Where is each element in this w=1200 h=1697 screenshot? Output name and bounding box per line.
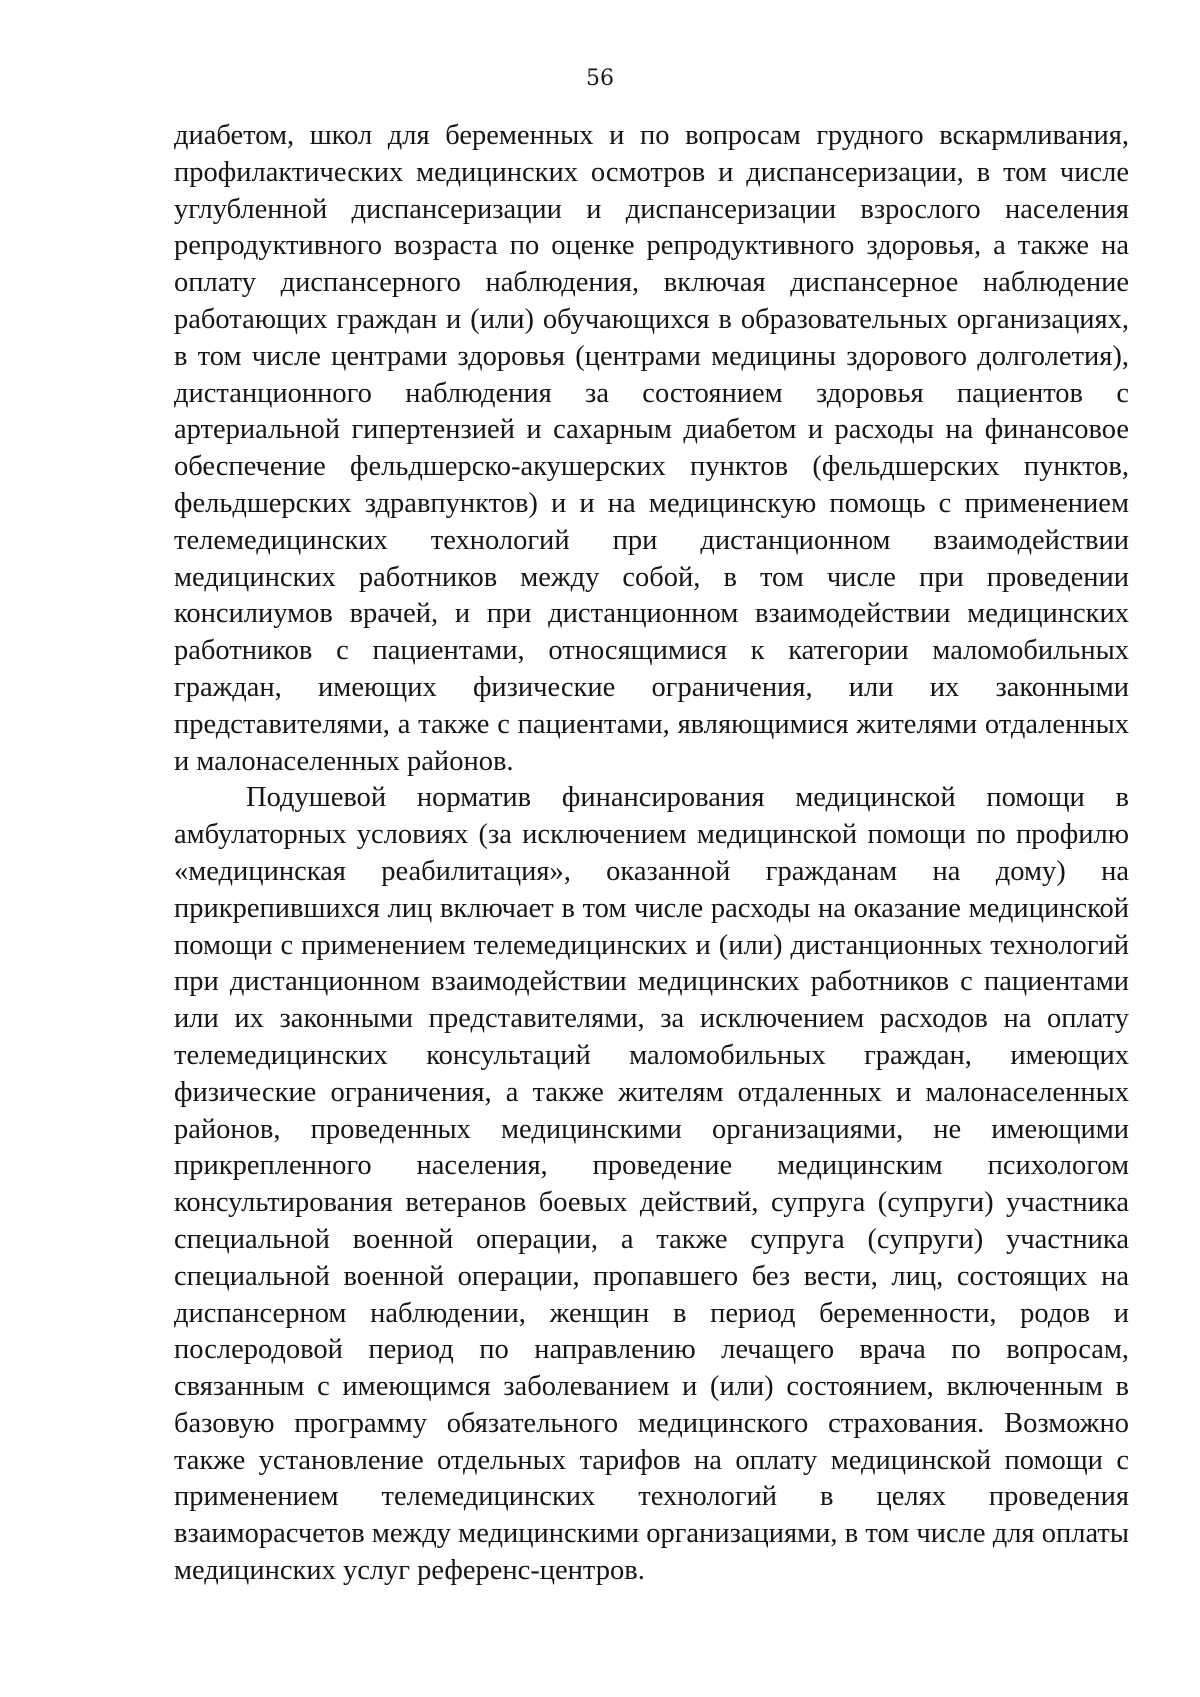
page-number: 56 — [586, 66, 614, 91]
document-body — [174, 118, 1129, 1590]
paragraph-per-capita-norm: Подушевой норматив финансирования медицинской помощи в амбулаторных условиях (за исключением медицинской помощи по профилю «медицинская реабилитация», оказанной гражданам на дому) на прикрепившихся лиц включает в том числе расходы на оказание медицинской помощи с применением телемедицинских и (или) дистанционных технологий при дистанционном взаимодействии медицинских работников с пациентами или их законными представителями, за исключением расходов на оплату телемедицинских консультаций маломобильных граждан, имеющих физические ограничения, а также жителям отдаленных и малонаселенных районов, проведенных медицинскими организациями, не имеющими прикрепленного населения, проведение медицинским психологом консультирования ветеранов боевых действий, супруга (супруги) участника специальной военной операции, а также супруга (супруги) участника специальной военной операции, пропавшего без вести, лиц, состоящих на диспансерном наблюдении, женщин в период беременности, родов и послеродовой период по направлению лечащего врача по вопросам, связанным с имеющимся заболеванием и (или) состоянием, включенным в базовую программу обязательного медицинского страхования. Возможно также установление отдельных тарифов на оплату медицинской помощи с применением телемедицинских технологий в целях проведения взаиморасчетов между медицинскими организациями, в том числе для оплаты медицинских услуг референс-центров. — [174, 782, 1129, 1587]
paragraph-continuation: диабетом, школ для беременных и по вопросам грудного вскармливания, профилактических медицинских осмотров и диспансеризации, в том числе углубленной диспансеризации и диспансеризации взрослого населения репродуктивного возраста по оценке репродуктивного здоровья, а также на оплату диспансерного наблюдения, включая диспансерное наблюдение работающих граждан и (или) обучающихся в образовательных организациях, в том числе центрами здоровья (центрами медицины здорового долголетия), дистанционного наблюдения за состоянием здоровья пациентов с артериальной гипертензией и сахарным диабетом и расходы на финансовое обеспечение фельдшерско-акушерских пунктов (фельдшерских пунктов, фельдшерских здравпунктов) и и на медицинскую помощь с применением телемедицинских технологий при дистанционном взаимодействии медицинских работников между собой, в том числе при проведении консилиумов врачей, и при дистанционном взаимодействии медицинских работников с пациентами, относящимися к категории маломобильных граждан, имеющих физические ограничения, или их законными представителями, а также с пациентами, являющимися жителями отдаленных и малонаселенных районов. — [174, 120, 1129, 777]
